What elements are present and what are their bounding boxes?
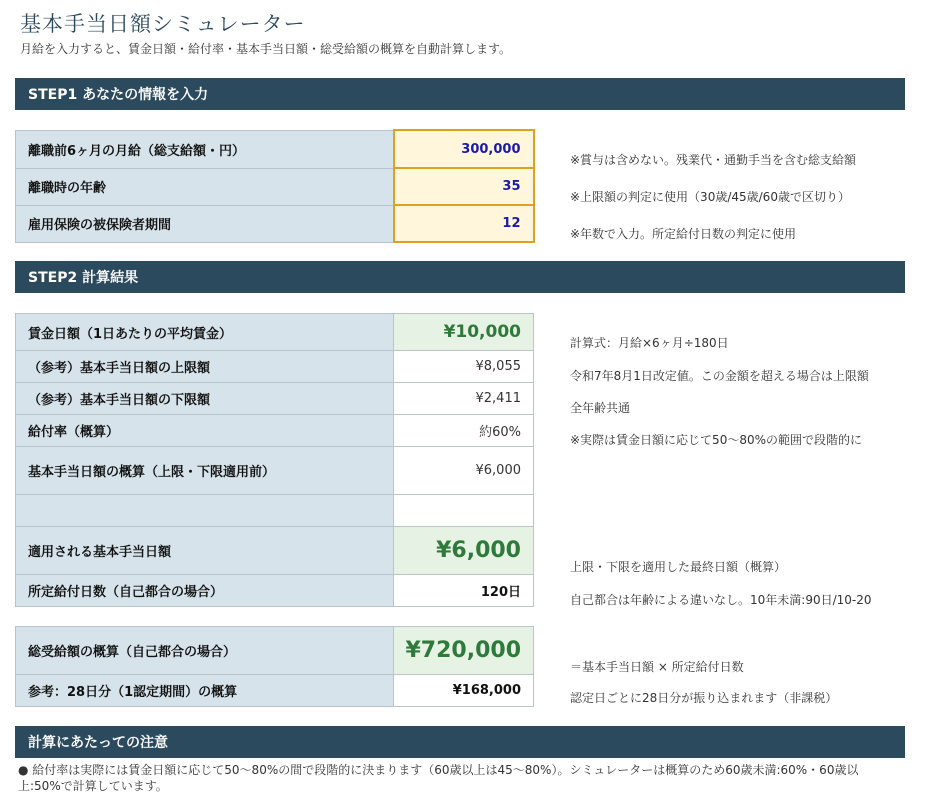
table-row: [16, 527, 534, 575]
age-input[interactable]: 35: [394, 168, 534, 205]
page-title: 基本手当日額シミュレーター: [20, 12, 306, 36]
monthly-salary-label: 離職前6ヶ月の月給（総支給額・円）: [16, 130, 394, 168]
result-table: [15, 313, 534, 607]
benefit-days-value: 120日: [394, 575, 534, 607]
benefit-rate-note: ※実際は賃金日額に応じて50〜80%の範囲で段階的に: [570, 433, 862, 447]
applied-daily-benefit-note: 上限・下限を適用した最終日額（概算）: [570, 560, 787, 574]
age-note: ※上限額の判定に使用（30歳/45歳/60歳で区切り）: [570, 190, 850, 204]
table-row: [16, 415, 534, 447]
table-row: [16, 314, 534, 351]
table-row: [16, 575, 534, 607]
period-benefit-note: 認定日ごとに28日分が振り込まれます（非課税）: [570, 691, 838, 705]
benefit-rate-label: 給付率（概算）: [16, 415, 394, 447]
step2-heading: STEP2 計算結果: [15, 261, 905, 293]
total-benefit-label: 総受給額の概算（自己都合の場合）: [16, 627, 394, 675]
daily-wage-value: ¥10,000: [394, 314, 534, 351]
table-row: [16, 495, 534, 527]
blank-cell: [16, 495, 394, 527]
table-row: [16, 130, 534, 168]
daily-wage-note: 計算式：月給×6ヶ月÷180日: [570, 336, 729, 350]
page-subtitle: 月給を入力すると、賃金日額・給付率・基本手当日額・総受給額の概算を自動計算します。: [20, 42, 512, 56]
table-row: [16, 168, 534, 205]
insured-period-input[interactable]: 12: [394, 205, 534, 242]
daily-wage-label: 賃金日額（1日あたりの平均賃金）: [16, 314, 394, 351]
applied-daily-benefit-label: 適用される基本手当日額: [16, 527, 394, 575]
lower-limit-label: （参考）基本手当日額の下限額: [16, 383, 394, 415]
period-benefit-label: 参考：28日分（1認定期間）の概算: [16, 675, 394, 707]
benefit-rate-value: 約60%: [394, 415, 534, 447]
table-row: [16, 627, 534, 675]
notice-text: ● 給付率は実際には賃金日額に応じて50〜80%の間で段階的に決まります（60歳以上は45〜80%）。シミュレーターは概算のため60歳未満:60%・60歳以上:50%で計算しています。: [18, 763, 859, 793]
lower-limit-note: 全年齢共通: [570, 401, 631, 415]
input-table: [15, 129, 535, 243]
lower-limit-value: ¥2,411: [394, 383, 534, 415]
salary-note: ※賞与は含めない。残業代・通勤手当を含む総支給額: [570, 153, 857, 167]
table-row: [16, 675, 534, 707]
step1-heading: STEP1 あなたの情報を入力: [15, 78, 905, 110]
table-row: [16, 351, 534, 383]
table-row: [16, 205, 534, 242]
total-benefit-note: ＝基本手当日額 × 所定給付日数: [570, 660, 744, 674]
applied-daily-benefit-value: ¥6,000: [394, 527, 534, 575]
total-benefit-value: ¥720,000: [394, 627, 534, 675]
daily-benefit-raw-value: ¥6,000: [394, 447, 534, 495]
blank-cell: [394, 495, 534, 527]
period-note: ※年数で入力。所定給付日数の判定に使用: [570, 227, 797, 241]
upper-limit-note: 令和7年8月1日改定値。この金額を超える場合は上限額: [570, 369, 869, 383]
period-benefit-value: ¥168,000: [394, 675, 534, 707]
table-row: [16, 383, 534, 415]
age-label: 離職時の年齢: [16, 168, 394, 205]
daily-benefit-raw-label: 基本手当日額の概算（上限・下限適用前）: [16, 447, 394, 495]
total-table: [15, 626, 534, 707]
upper-limit-label: （参考）基本手当日額の上限額: [16, 351, 394, 383]
benefit-days-label: 所定給付日数（自己都合の場合）: [16, 575, 394, 607]
upper-limit-value: ¥8,055: [394, 351, 534, 383]
monthly-salary-input[interactable]: 300,000: [394, 130, 534, 168]
notice-heading: 計算にあたっての注意: [15, 726, 905, 758]
benefit-days-note: 自己都合は年齢による違いなし。10年未満:90日/10-20: [570, 593, 872, 607]
insured-period-label: 雇用保険の被保険者期間: [16, 205, 394, 242]
table-row: [16, 447, 534, 495]
